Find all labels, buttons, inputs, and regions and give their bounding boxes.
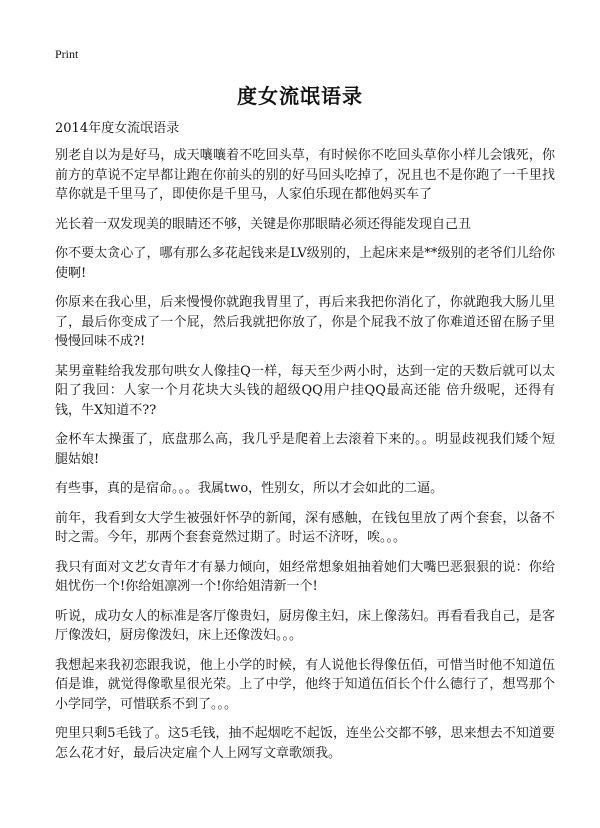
paragraph-11: 我想起来我初恋跟我说，他上小学的时候，有人说他长得像伍佰，可惜当时他不知道伍佰是谁，就觉得像歌星很光荣。上了中学，他终于知道伍佰长个什么德行了，想骂那个小学同学，可惜联系不到了。。。 <box>55 657 555 712</box>
article-subtitle: 2014年度女流氓语录 <box>55 121 180 136</box>
paragraph-3: 你不要太贪心了，哪有那么多花起钱来是LV级别的，上起床来是**级别的老爷们儿给你使啊! <box>55 246 555 281</box>
paragraph-12: 兜里只剩5毛钱了。这5毛钱，抽不起烟吃不起饭，连坐公交都不够，思来想去不知道要怎么花才好，最后决定雇个人上网写文章歌颂我。 <box>55 726 555 761</box>
paragraph-7: 有些事，真的是宿命。。。我属two，性别女，所以才会如此的二逼。 <box>55 481 444 496</box>
article-body <box>55 120 555 773</box>
paragraph-4: 你原来在我心里，后来慢慢你就跑我胃里了，再后来我把你消化了，你就跑我大肠儿里了，最后你变成了一个屁，然后我就把你放了，你是个屁我不放了你难道还留在肠子里慢慢回味不成?! <box>55 295 555 349</box>
print-link[interactable]: Print <box>55 47 79 61</box>
paragraph-6: 金杯车太操蛋了，底盘那么高，我几乎是爬着上去滚着下来的。。明显歧视我们矮个短腿姑娘! <box>55 432 555 467</box>
paragraph-5: 某男童鞋给我发那句哄女人像挂Q一样，每天至少两小时，达到一定的天数后就可以太阳了我回：人家一个月花块大头钱的超级QQ用户挂QQ最高还能 倍升级呢，还得有钱，牛X知道不?? <box>55 363 555 418</box>
paragraph-2: 光长着一双发现美的眼睛还不够，关键是你那眼睛必须还得能发现自己丑 <box>55 216 472 232</box>
paragraph-8: 前年，我看到女大学生被强奸怀孕的新闻，深有感触，在钱包里放了两个套套，以备不时之需。今年，那两个套套竟然过期了。时运不济呀，唉。。。 <box>55 510 555 545</box>
paragraph-1: 别老自以为是好马，成天嚷嚷着不吃回头草，有时候你不吃回头草你小样儿会饿死，你前方的草说不定早都让跑在你前头的别的好马回头吃掉了，况且也不是你跑了一千里找草你就是千里马了，即使你是千里马，人家伯乐现在都他妈买车了 <box>55 148 555 202</box>
paragraph-9: 我只有面对文艺女青年才有暴力倾向，姐经常想象姐抽着她们大嘴巴恶狠狠的说：你给姐忧伤一个!你给姐凛冽一个!你给姐清新一个! <box>55 559 555 594</box>
paragraph-10: 听说，成功女人的标准是客厅像贵妇，厨房像主妇，床上像荡妇。再看看我自己，是客厅像泼妇，厨房像泼妇，床上还像泼妇。。。 <box>55 608 555 643</box>
page-title: 度女流氓语录 <box>237 84 363 108</box>
